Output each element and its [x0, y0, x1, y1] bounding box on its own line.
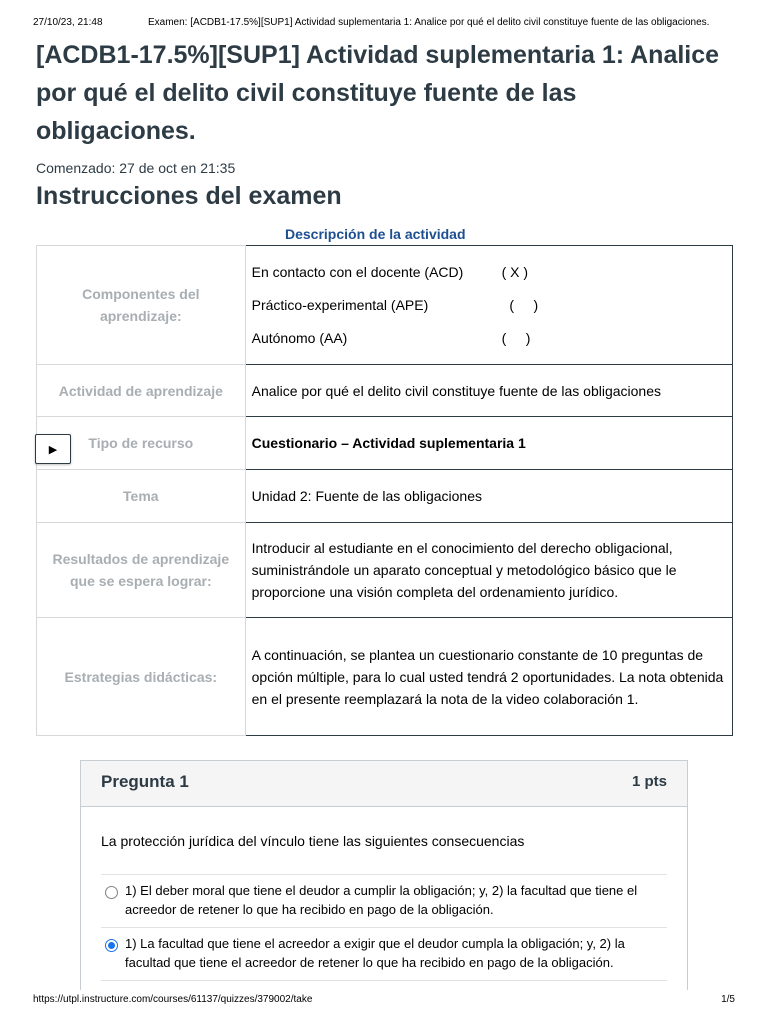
actividad-label: Actividad de aprendizaje [37, 365, 246, 417]
answer-list [101, 874, 667, 981]
page-number: 1/5 [721, 994, 735, 1005]
page-url: https://utpl.instructure.com/courses/61137/quizzes/379002/take [33, 994, 313, 1005]
componentes-value [245, 246, 732, 365]
tema-label: Tema [37, 470, 246, 523]
component-mark: ( ) [501, 297, 539, 313]
print-header [0, 17, 768, 31]
component-mark: ( X ) [501, 264, 529, 280]
table-row [37, 470, 733, 523]
resultados-label: Resultados de aprendizaje que se espera lograr: [37, 523, 246, 618]
component-name: Práctico-experimental (APE) [251, 297, 429, 313]
page-title: [ACDB1-17.5%][SUP1] Actividad suplementaria 1: Analice por qué el delito civil constituye fuente de las obligaciones. [36, 41, 720, 145]
question-text: La protección jurídica del vínculo tiene las siguientes consecuencias [101, 833, 525, 849]
play-icon: ▶ [48, 443, 58, 456]
actividad-value: Analice por qué el delito civil constituye fuente de las obligaciones [245, 365, 732, 417]
list-item [252, 322, 726, 355]
resultados-value: Introducir al estudiante en el conocimiento del derecho obligacional, suministrándole un aparato conceptual y metodológico básico que le proporcione una visión completa del ordenamiento jurídico. [245, 523, 732, 618]
list-item [252, 256, 726, 289]
tipo-label: Tipo de recurso [37, 417, 246, 470]
componentes-label: Componentes del aprendizaje: [37, 246, 246, 365]
question-header [81, 761, 687, 807]
description-title: Descripción de la actividad [285, 226, 466, 242]
question-card [80, 760, 688, 990]
answer-text: 1) El deber moral que tiene el deudor a cumplir la obligación; y, 2) la facultad que tiene el acreedor de retener lo que ha recibido en pago de la obligación. [125, 883, 638, 917]
tipo-value: Cuestionario – Actividad suplementaria 1 [245, 417, 732, 470]
estrategias-value: A continuación, se plantea un cuestionario constante de 10 preguntas de opción múltiple, para lo cual usted tendrá 2 oportunidades. La nota obtenida en el presente reemplazará la nota de la video colaboración 1. [245, 618, 732, 736]
component-mark: ( ) [501, 330, 531, 346]
answer-text: 1) La facultad que tiene el acreedor a exigir que el deudor cumpla la obligación; y, 2) la facultad que tiene el acreedor de retener lo que ha recibido en pago de la obligación. [125, 936, 625, 970]
component-name: Autónomo (AA) [251, 330, 348, 346]
component-name: En contacto con el docente (ACD) [251, 264, 464, 280]
table-row [37, 618, 733, 736]
radio-button[interactable] [105, 886, 118, 899]
question-points: 1 pts [631, 773, 667, 790]
table-row [37, 417, 733, 470]
answer-option-1[interactable] [101, 875, 667, 928]
table-row [37, 246, 733, 365]
print-timestamp: 27/10/23, 21:48 [33, 17, 103, 28]
tema-value: Unidad 2: Fuente de las obligaciones [245, 470, 732, 523]
activity-description-table [36, 245, 733, 736]
table-row [37, 365, 733, 417]
estrategias-label: Estrategias didácticas: [37, 618, 246, 736]
instructions-heading: Instrucciones del examen [36, 182, 342, 210]
radio-button-selected[interactable] [105, 939, 118, 952]
question-title: Pregunta 1 [101, 772, 189, 791]
answer-option-2[interactable] [101, 928, 667, 981]
play-button[interactable] [35, 434, 71, 464]
table-row [37, 523, 733, 618]
list-item [252, 289, 726, 322]
started-timestamp: Comenzado: 27 de oct en 21:35 [36, 160, 236, 176]
print-document-title: Examen: [ACDB1-17.5%][SUP1] Actividad suplementaria 1: Analice por qué el delito civil constituye fuente de las obligaciones. [148, 17, 710, 28]
